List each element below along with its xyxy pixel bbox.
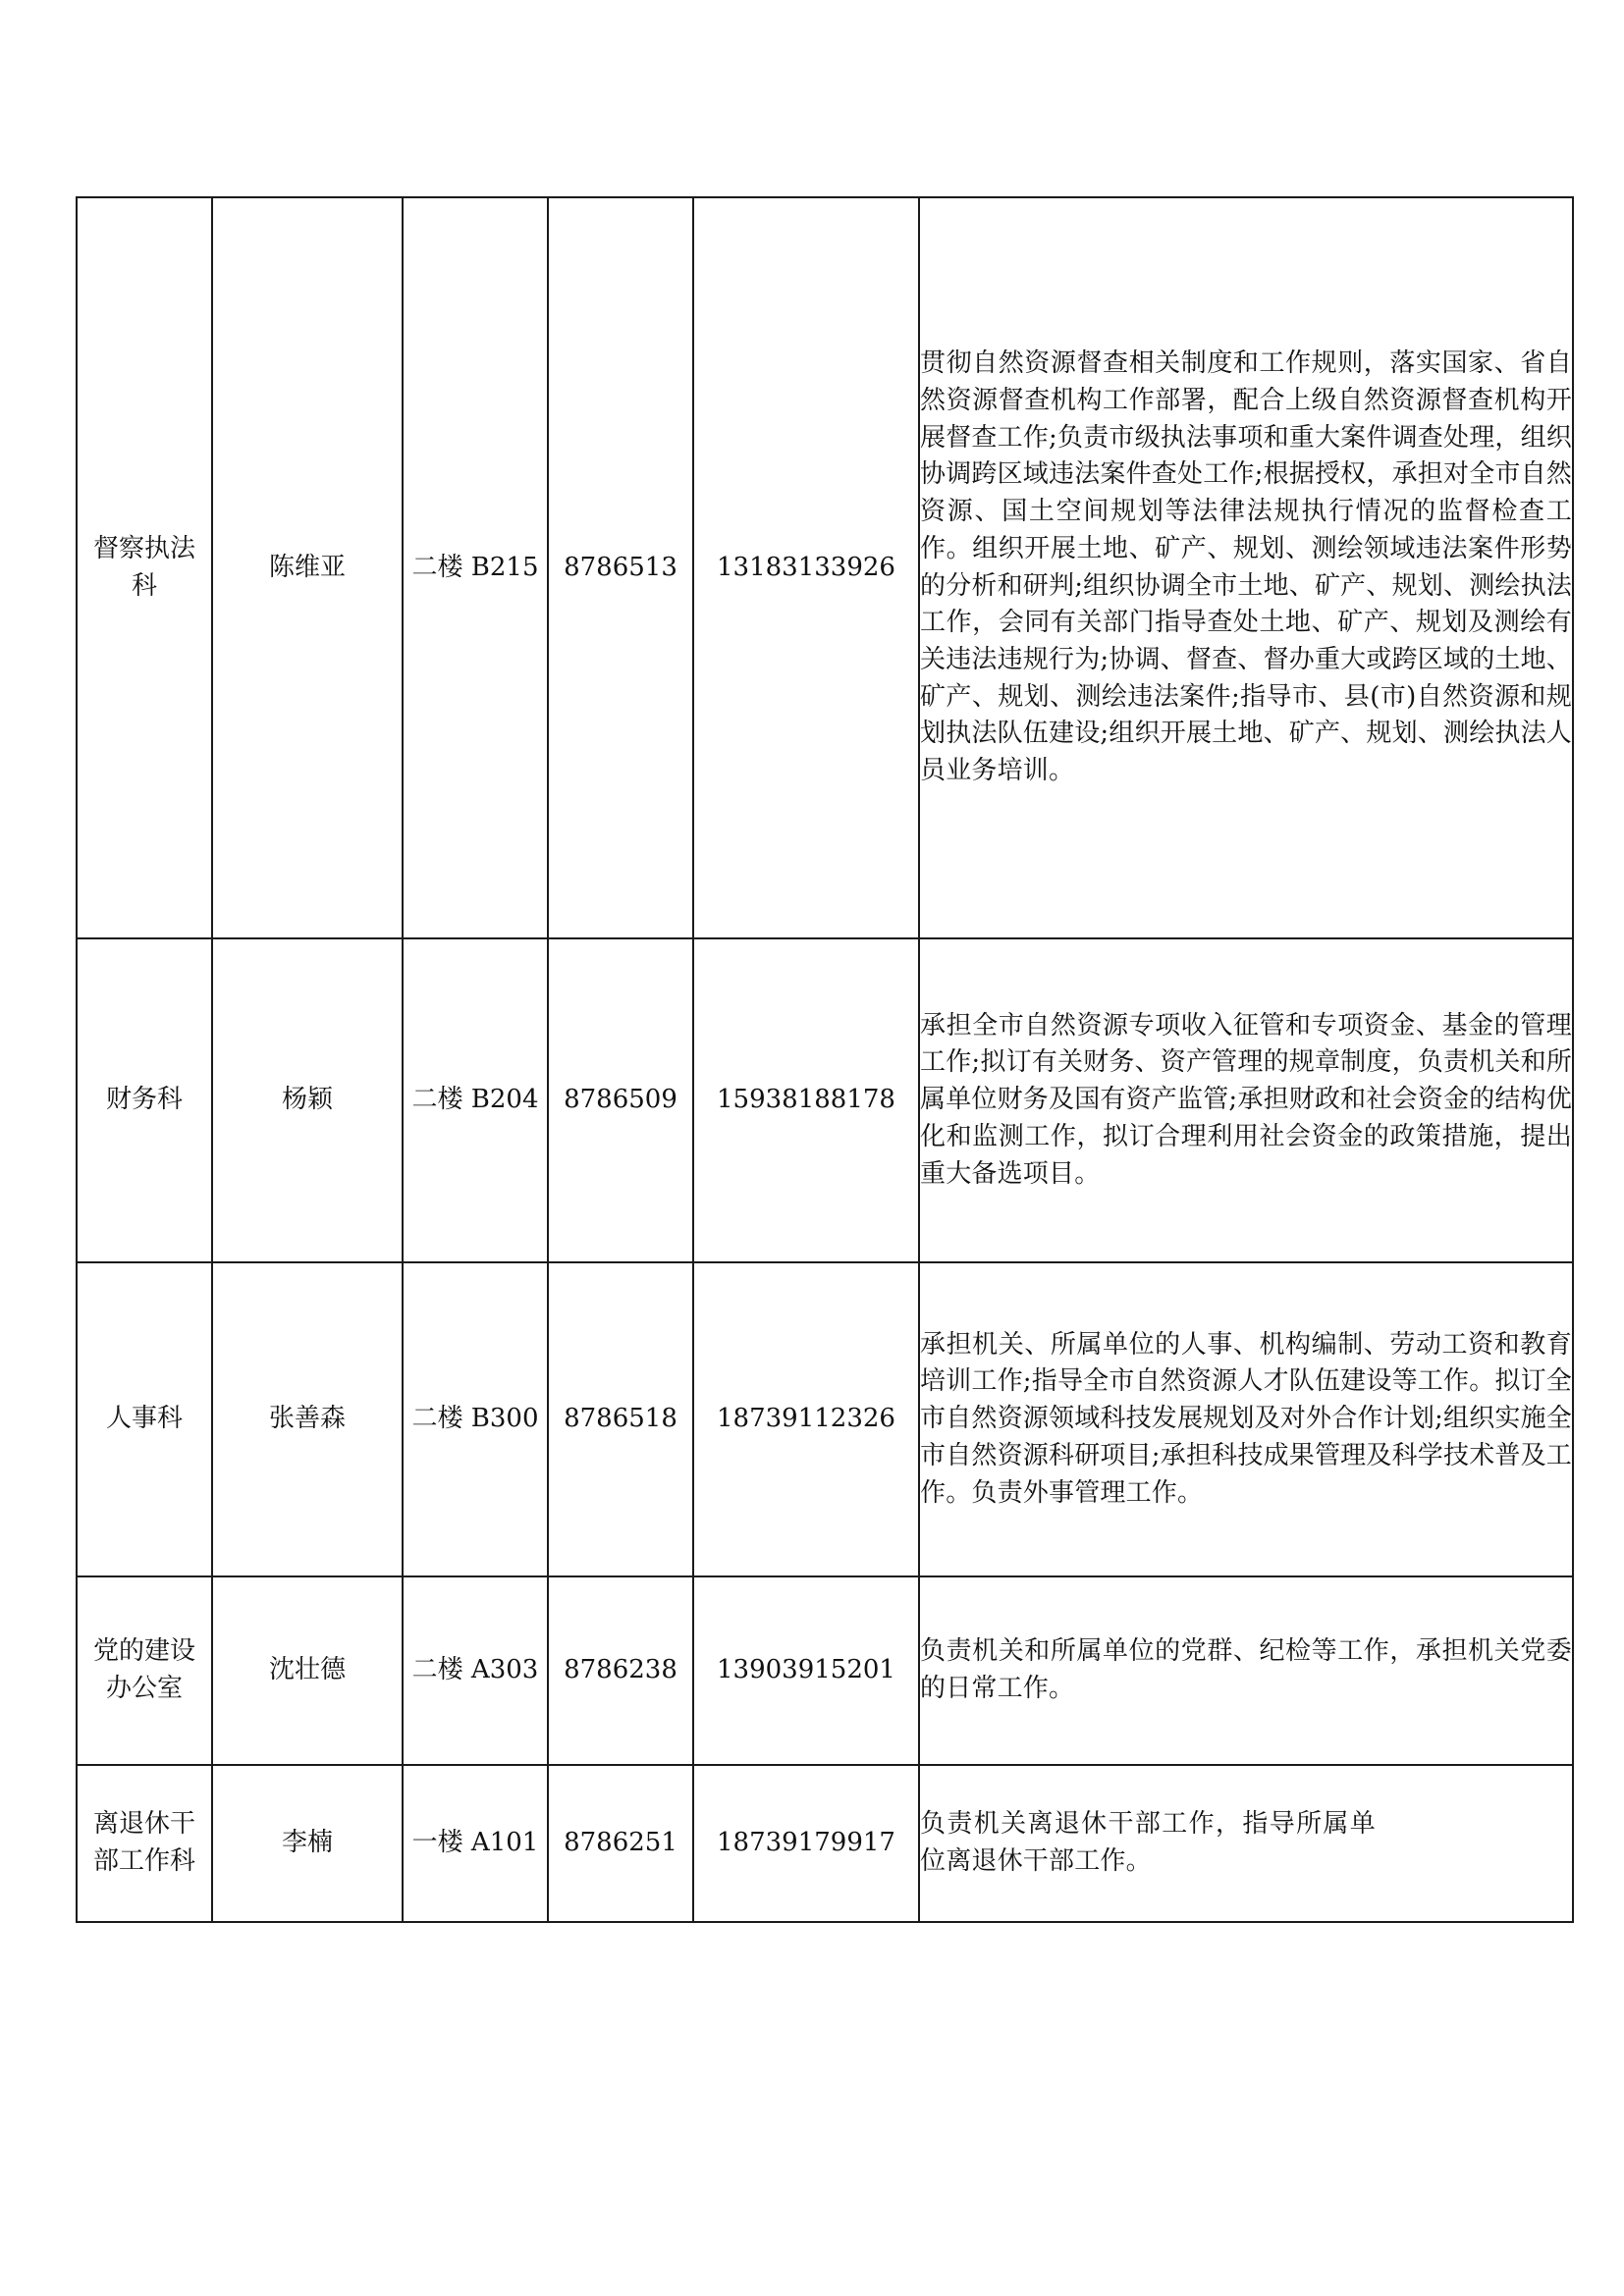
person-cell: 杨颖: [212, 938, 403, 1262]
mobile-cell: 18739179917: [693, 1765, 919, 1922]
duties-text: 承担全市自然资源专项收入征管和专项资金、基金的管理工作;拟订有关财务、资产管理的规章制度，负责机关和所属单位财务及国有资产监管;承担财政和社会资金的结构优化和监测工作，拟订合理利用社会资金的政策措施，提出重大备选项目。: [920, 1010, 1572, 1189]
duties-cell-1: [919, 938, 1573, 1262]
office-phone-cell: 8786251: [548, 1765, 693, 1922]
mobile-cell: 13183133926: [693, 197, 919, 938]
office-phone-cell: 8786513: [548, 197, 693, 938]
duties-text: 承担机关、所属单位的人事、机构编制、劳动工资和教育培训工作;指导全市自然资源人才队伍建设等工作。拟订全市自然资源领域科技发展规划及对外合作计划;组织实施全市自然资源科研项目;承担科技成果管理及科学技术普及工作。负责外事管理工作。: [920, 1329, 1572, 1508]
table-row: [77, 1576, 1573, 1765]
room-cell: 二楼 B300: [403, 1262, 548, 1576]
mobile-cell: 15938188178: [693, 938, 919, 1262]
person-cell: 陈维亚: [212, 197, 403, 938]
room-cell: 一楼 A101: [403, 1765, 548, 1922]
room-cell: 二楼 A303: [403, 1576, 548, 1765]
office-phone-cell: 8786518: [548, 1262, 693, 1576]
duties-cell-3: [919, 1576, 1573, 1765]
table-row: [77, 1262, 1573, 1576]
department-cell: 财务科: [77, 938, 212, 1262]
duties-text: 负责机关离退休干部工作，指导所属单位离退休干部工作。: [920, 1809, 1376, 1876]
duties-cell-4: [919, 1765, 1573, 1922]
person-cell: 张善森: [212, 1262, 403, 1576]
person-cell: 沈壮德: [212, 1576, 403, 1765]
department-cell: 人事科: [77, 1262, 212, 1576]
department-cell: 离退休干部工作科: [77, 1765, 212, 1922]
office-phone-cell: 8786509: [548, 938, 693, 1262]
table-row: [77, 938, 1573, 1262]
mobile-cell: 13903915201: [693, 1576, 919, 1765]
mobile-cell: 18739112326: [693, 1262, 919, 1576]
duties-text: 贯彻自然资源督查相关制度和工作规则，落实国家、省自然资源督查机构工作部署，配合上级自然资源督查机构开展督查工作;负责市级执法事项和重大案件调查处理，组织协调跨区域违法案件查处工作;根据授权，承担对全市自然资源、国土空间规划等法律法规执行情况的监督检查工作。组织开展土地、矿产、规划、测绘领域违法案件形势的分析和研判;组织协调全市土地、矿产、规划、测绘执法工作，会同有关部门指导查处土地、矿产、规划及测绘有关违法违规行为;协调、督查、督办重大或跨区域的土地、矿产、规划、测绘违法案件;指导市、县(市)自然资源和规划执法队伍建设;组织开展土地、矿产、规划、测绘执法人员业务培训。: [920, 348, 1572, 785]
table-row: [77, 197, 1573, 938]
department-table: [76, 196, 1574, 1923]
room-cell: 二楼 B215: [403, 197, 548, 938]
department-cell: 督察执法科: [77, 197, 212, 938]
table-row: [77, 1765, 1573, 1922]
department-cell: 党的建设办公室: [77, 1576, 212, 1765]
duties-cell-0: [919, 197, 1573, 938]
duties-text: 负责机关和所属单位的党群、纪检等工作，承担机关党委的日常工作。: [920, 1636, 1572, 1703]
person-cell: 李楠: [212, 1765, 403, 1922]
room-cell: 二楼 B204: [403, 938, 548, 1262]
duties-cell-2: [919, 1262, 1573, 1576]
office-phone-cell: 8786238: [548, 1576, 693, 1765]
